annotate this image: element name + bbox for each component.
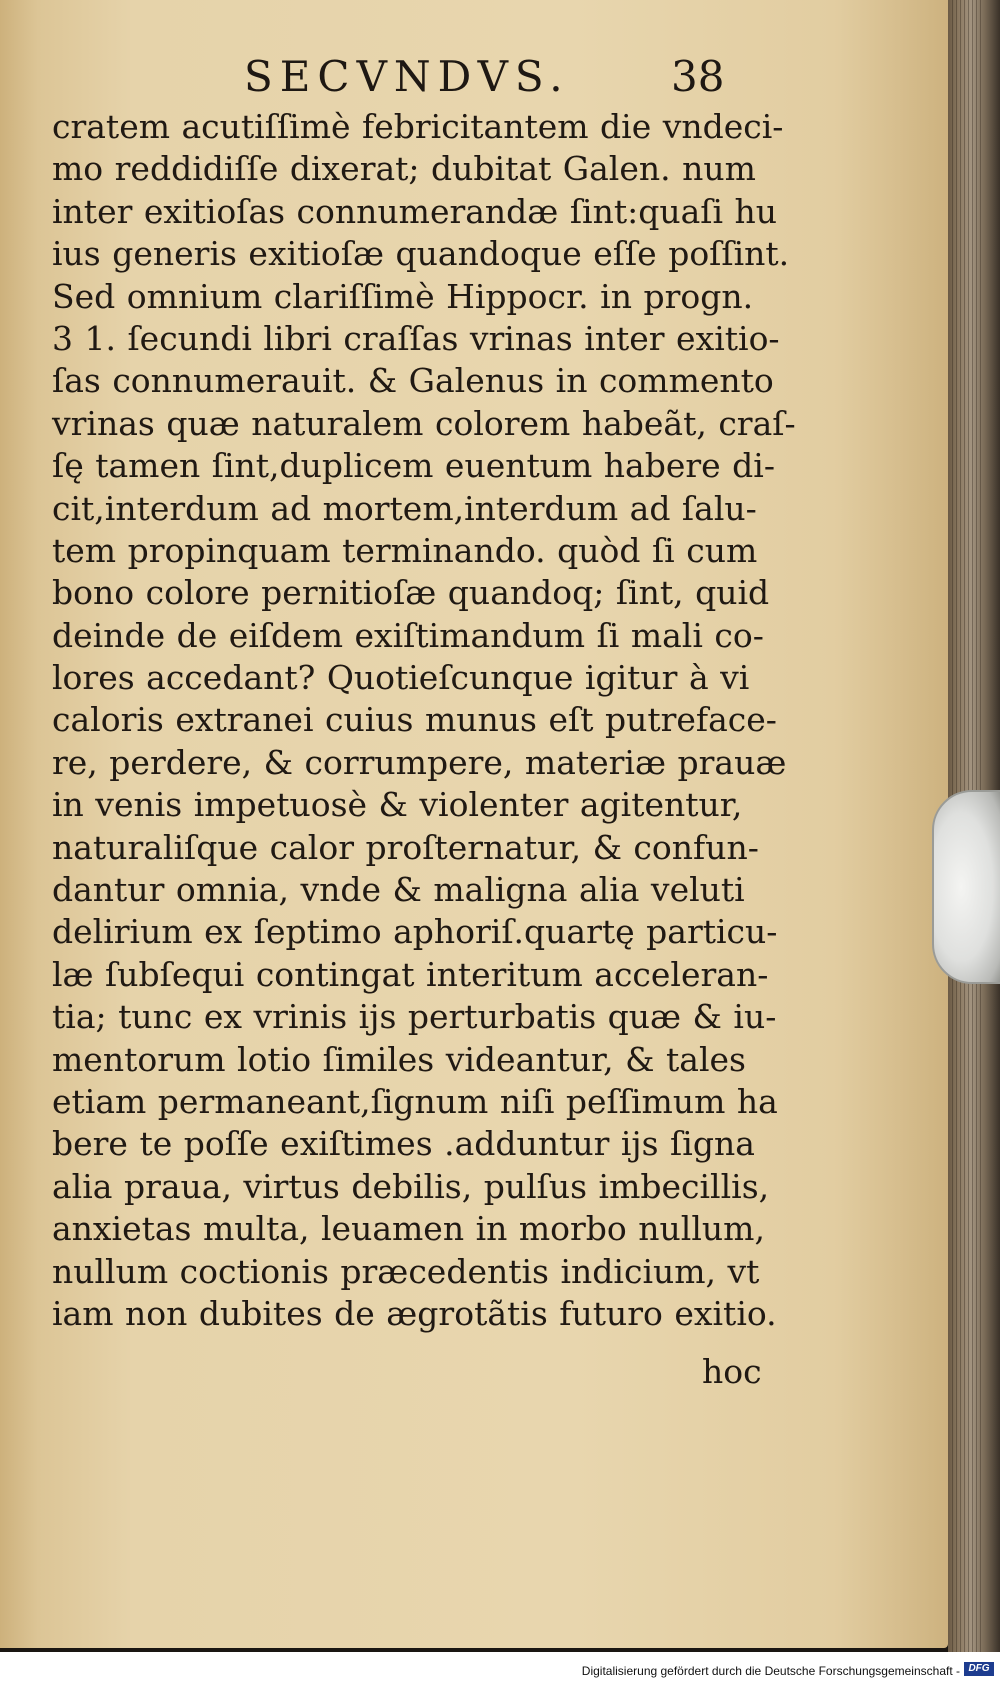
page-header [0,52,948,102]
text-line: naturaliſque calor proſternatur, & confun- [52,827,759,867]
text-line: læ ſubſequi contingat interitum acceleran- [52,954,769,994]
text-line: 3 1. ſecundi libri craſſas vrinas inter exitio- [52,318,780,358]
text-line: Sed omnium clariſſimè Hippocr. in progn. [52,276,754,316]
catchword: hoc [702,1352,762,1391]
text-line: inter exitioſas connumerandæ ſint:quaſi hu [52,191,778,231]
text-line: cit,interdum ad mortem,interdum ad ſalu- [52,488,757,528]
text-line: delirium ex ſeptimo aphoriſ.quartę particu- [52,912,778,952]
text-line: bere te poſſe exiſtimes .adduntur ijs ſigna [52,1124,755,1164]
text-line: ſę tamen ſint,duplicem euentum habere di- [52,446,775,486]
text-line: caloris extranei cuius munus eſt putreface- [52,700,777,740]
text-line: cratem acutiſſimè febricitantem die vndeci- [52,107,784,146]
text-line: dantur omnia, vnde & maligna alia veluti [52,870,745,910]
digitization-credit: Digitalisierung gefördert durch die Deutsche Forschungsgemeinschaft - [581,1664,960,1678]
folio-number: 38 [671,52,725,101]
page-clip [932,790,1000,984]
text-line: bono colore pernitioſæ quandoq; ſint, quid [52,573,770,613]
text-line: tia; tunc ex vrinis ijs perturbatis quæ & iu- [52,997,777,1037]
text-line: re, perdere, & corrumpere, materiæ prauæ [52,742,787,782]
running-title: SECVNDVS. [244,52,570,101]
text-line: ſas connumerauit. & Galenus in commento [52,361,774,401]
text-line: in venis impetuosè & violenter agitentur, [52,785,743,825]
text-line: lores accedant? Quotieſcunque igitur à vi [52,658,750,698]
text-line: anxietas multa, leuamen in morbo nullum, [52,1209,765,1249]
text-line: vrinas quæ naturalem colorem habeãt, craſ- [52,403,796,443]
text-line: mo reddidiſſe dixerat; dubitat Galen. num [52,149,756,189]
text-line: iam non dubites de ægrotãtis futuro exitio. [52,1293,777,1333]
text-line: ius generis exitioſæ quandoque eſſe poſſint. [52,234,790,274]
text-line: deinde de eiſdem exiſtimandum ſi mali co- [52,615,764,655]
body-text [52,106,796,1335]
text-line: nullum coctionis præcedentis indicium, vt [52,1251,760,1291]
text-line: mentorum lotio ſimiles videantur, & tales [52,1039,746,1079]
dfg-logo: DFG [964,1662,994,1676]
text-line: tem propinquam terminando. quòd ſi cum [52,530,758,570]
text-line: alia praua, virtus debilis, pulſus imbecillis, [52,1166,770,1206]
text-line: etiam permaneant,ſignum niſi peſſimum ha [52,1081,778,1121]
